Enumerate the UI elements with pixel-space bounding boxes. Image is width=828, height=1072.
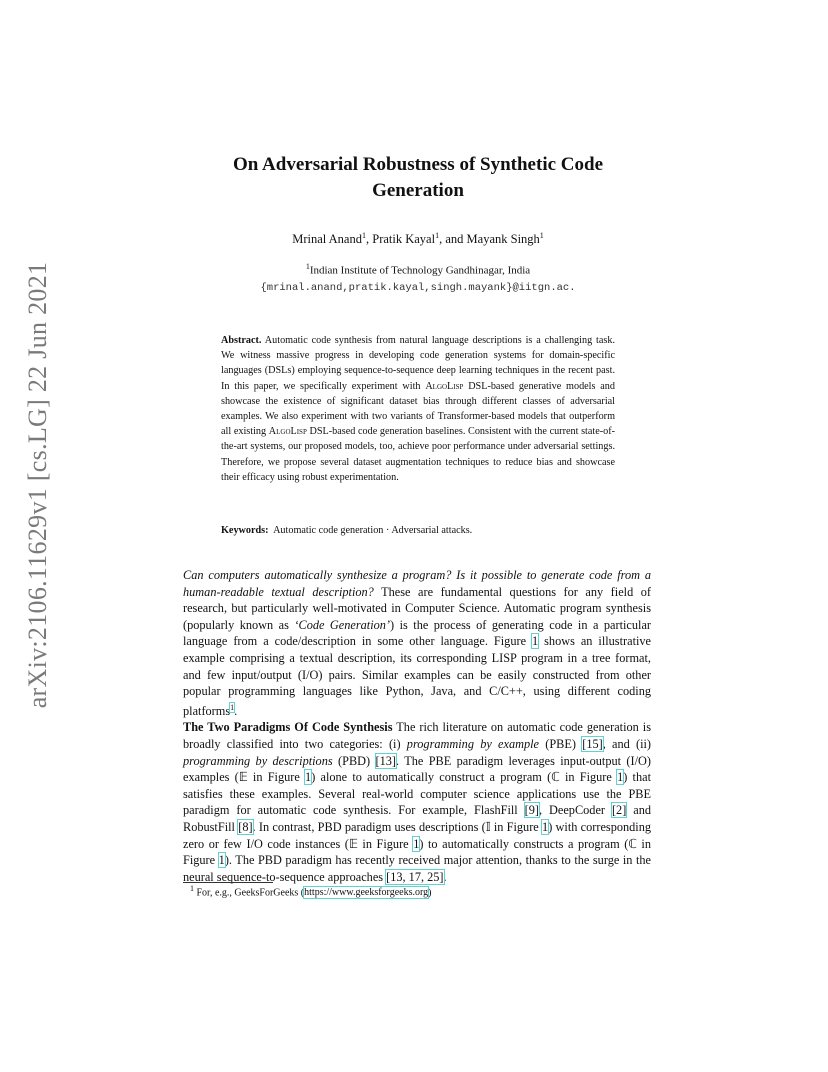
author-name: Mrinal Anand (292, 232, 362, 247)
citation-link[interactable]: [9] (524, 803, 539, 818)
author-emails: {mrinal.anand,pratik.kayal,singh.mayank}@iitgn.ac. (260, 281, 576, 294)
citation-link[interactable]: [8] (238, 820, 253, 834)
algolisp-term: AlgoLisp (425, 380, 464, 392)
author-separator: , and (439, 232, 467, 247)
keywords-label: Keywords: (221, 525, 269, 536)
affiliation-mark: 1 (362, 231, 366, 240)
author-separator: , (366, 232, 373, 247)
paradigm-text: . The PBE paradigm leverages input-output (I/O) examples (𝔼 in Figure (183, 753, 651, 785)
paradigm-text: ) with corresponding zero or few I/O code instances (𝔼 in Figure (183, 820, 652, 851)
footnote-link[interactable]: 1 (230, 702, 235, 712)
title-line-2: Generation (372, 180, 464, 201)
arxiv-sidebar (18, 261, 58, 709)
affiliation-mark: 1 (305, 262, 310, 271)
citation-link[interactable]: [13] (375, 753, 397, 768)
paradigm-text: The rich literature on automatic code generation is broadly classified into two categories: (i) (183, 720, 651, 752)
affiliation: Indian Institute of Technology Gandhinagar, India (309, 264, 531, 277)
pbe-term: programming by example (406, 737, 539, 752)
paradigm-text: (PBD) (338, 753, 371, 768)
intro-text: ) is the process of generating code in a particular language from a code/description in some other language. Figure (183, 617, 652, 649)
algolisp-term: AlgoLisp (268, 426, 307, 438)
intro-text: These are fundamental questions for any field of research, but particularly well-motivated in Computer Science. Automatic program synthesis (popularly known as (183, 584, 651, 632)
author-name: Mayank Singh (466, 232, 540, 247)
abstract-text-b: DSL-based generative models and showcase the existence of significant dataset bias through different classes of adversarial examples. We also experiment with two variants of Transformer-based models that outperform all existing (221, 380, 615, 438)
paradigm-text: ) to automatically constructs a program (ℂ in Figure (183, 836, 652, 868)
paradigm-text: . (443, 869, 447, 884)
section-heading: The Two Paradigms Of Code Synthesis (183, 720, 393, 735)
figure-link[interactable]: 1 (413, 836, 420, 851)
intro-paragraph (183, 567, 651, 719)
abstract-text-a: Automatic code synthesis from natural language descriptions is a challenging task. We witness massive progress in developing code generation systems for domain-specific languages (DSLs) employing sequence-to-sequence deep learning techniques in the recent past. In this paper, we specifically experiment with (221, 335, 615, 392)
abstract-label: Abstract. (221, 335, 262, 346)
affiliation-mark: 1 (539, 231, 544, 240)
citation-link[interactable]: [15] (582, 737, 603, 752)
abstract (221, 333, 615, 485)
keywords-text: Automatic code generation · Adversarial attacks. (273, 525, 473, 536)
author-name: Pratik Kayal (372, 232, 436, 247)
footnote-text: ) (428, 887, 432, 899)
figure-link[interactable]: 1 (617, 770, 624, 785)
keywords (221, 525, 615, 536)
code-generation-term: ‘Code Generation’ (294, 617, 391, 632)
footnote-url-link[interactable]: https://www.geeksforgeeks.org (304, 887, 429, 899)
title-line-1: On Adversarial Robustness of Synthetic Code (233, 154, 603, 175)
paper-title (183, 152, 653, 204)
figure-link[interactable]: 1 (305, 770, 312, 785)
arxiv-identifier: arXiv:2106.11629v1 [cs.LG] 22 Jun 2021 (23, 261, 52, 709)
abstract-text-c: DSL-based code generation baselines. Consistent with the current state-of-the-art systems, our proposed models, too, achieve poor performance under adversarial settings. Therefore, we propose several dataset augmentation techniques to reduce bias and showcase their efficacy using robust experimentation. (221, 426, 616, 483)
footnote-text: For, e.g., GeeksForGeeks ( (196, 887, 305, 899)
footnote-divider (183, 882, 273, 883)
footnote-mark: 1 (190, 884, 194, 893)
intro-text: shows an illustrative example comprising a textual description, its corresponding LISP program in a tree format, and few input/output (I/O) pairs. Similar examples can be easily constructed from other popular programming languages like Python, Java, and C/C++, using different coding platforms (183, 634, 652, 718)
affiliation-mark: 1 (435, 231, 440, 240)
citation-link[interactable]: [13, 17, 25] (386, 869, 444, 884)
intro-text: . (234, 703, 238, 718)
paradigm-text: (PBE) (545, 737, 576, 752)
author-list (183, 231, 653, 247)
figure-link[interactable]: 1 (532, 634, 539, 649)
paradigm-text: . In contrast, PBD paradigm uses descriptions (𝕀 in Figure (252, 820, 539, 834)
paradigm-text: ) alone to automatically construct a program (ℂ in Figure (311, 770, 612, 785)
figure-link[interactable]: 1 (542, 820, 549, 834)
figure-link[interactable]: 1 (218, 853, 225, 868)
body-text (183, 567, 651, 885)
footnote (190, 884, 431, 898)
paradigms-paragraph (183, 719, 651, 885)
paradigm-text: ). The PBD paradigm has recently received major attention, thanks to the surge in the neural sequence-to-sequence approaches (183, 853, 651, 884)
intro-question: Can computers automatically synthesize a program? Is it possible to generate code from a human-readable textual description? (183, 568, 651, 599)
paradigm-text: and RobustFill (183, 803, 651, 834)
paradigm-text: , and (ii) (602, 737, 652, 752)
citation-link[interactable]: [2] (611, 803, 627, 818)
paradigm-text: , DeepCoder (539, 803, 606, 818)
pbd-term: programming by descriptions (183, 753, 333, 768)
affiliation-block (183, 259, 653, 296)
paradigm-text: ) that satisfies these examples. Several real-world computer science applications use the PBE paradigm for automatic code synthesis. For example, FlashFill (183, 770, 651, 818)
